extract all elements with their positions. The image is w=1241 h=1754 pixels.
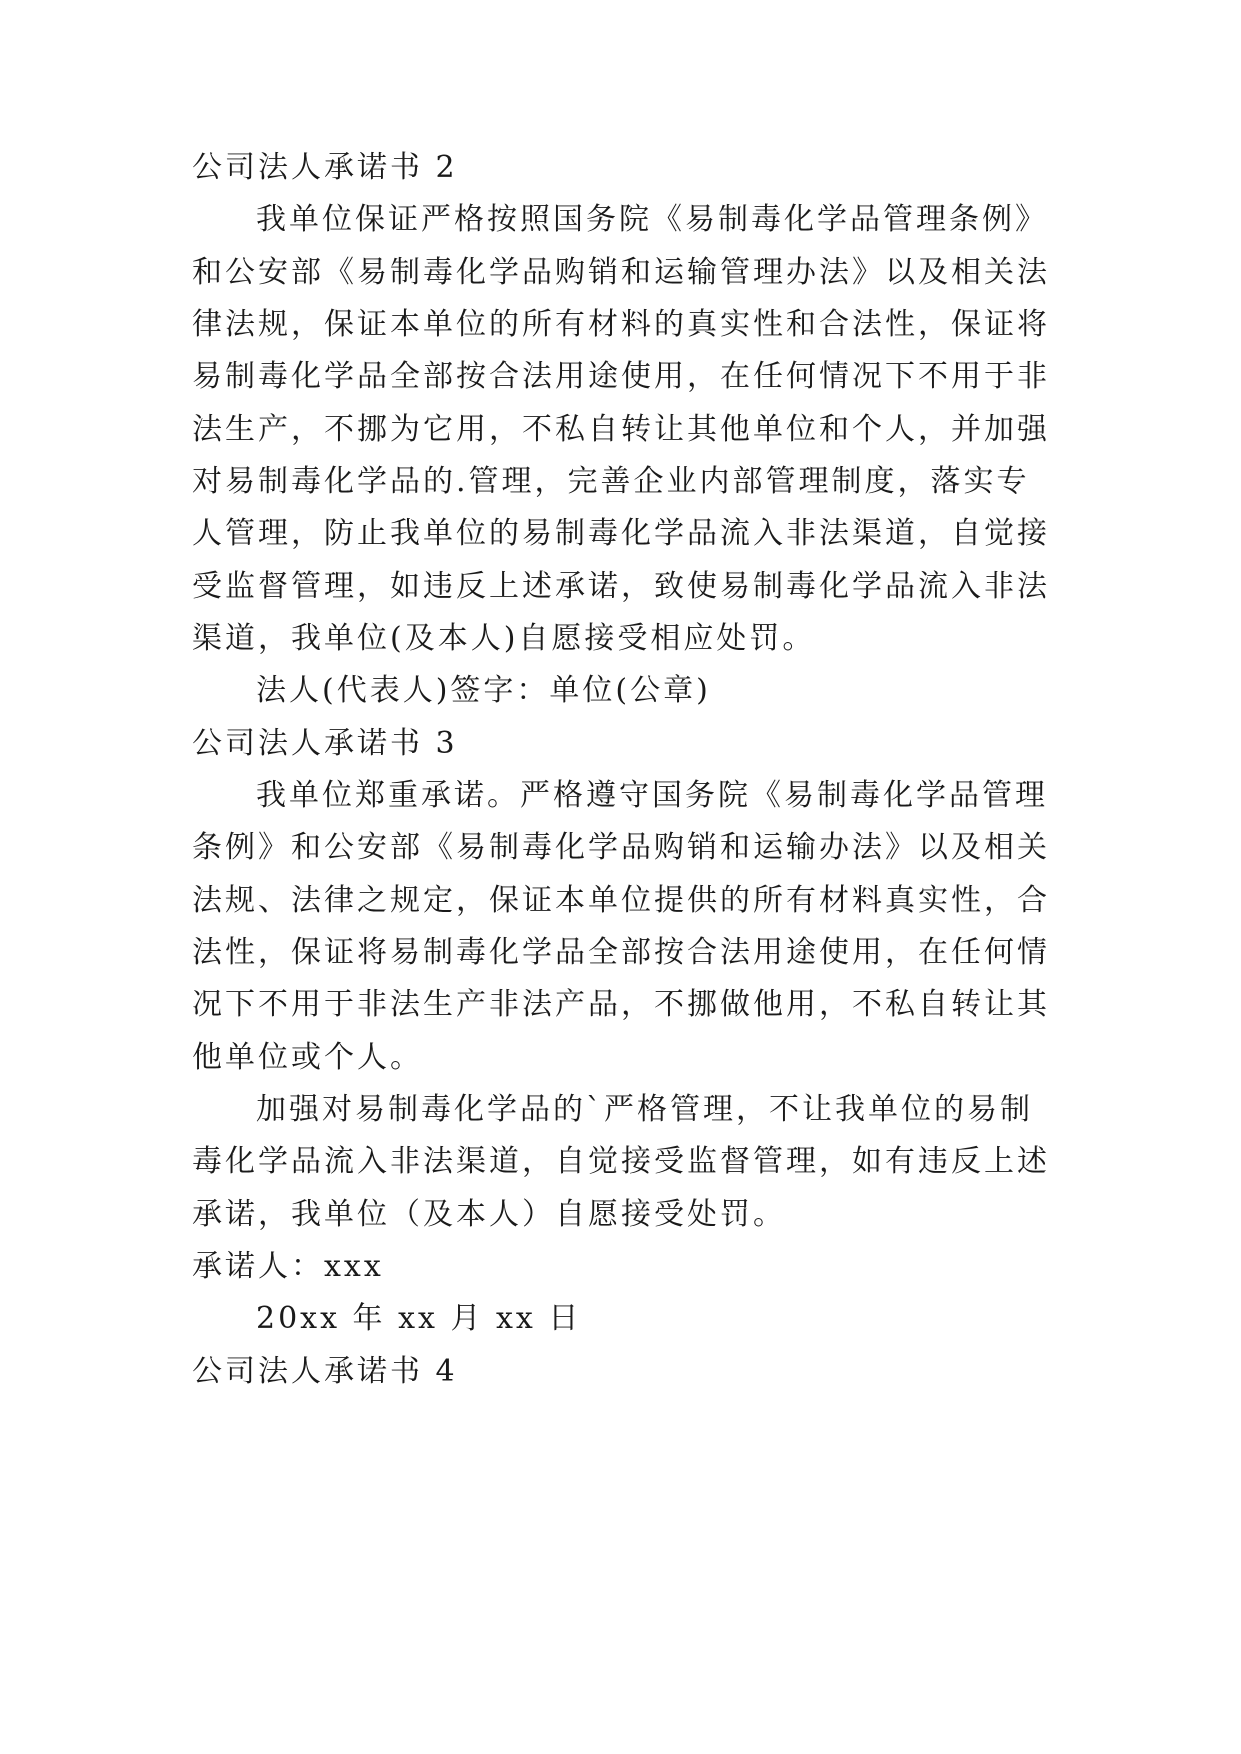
paragraph-line: 承诺，我单位（及本人）自愿接受处罚。 <box>192 1197 786 1232</box>
paragraph-line: 加强对易制毒化学品的`严格管理，不让我单位的易制 <box>256 1092 1033 1127</box>
paragraph-line: 他单位或个人。 <box>192 1040 423 1075</box>
paragraph-line: 法性，保证将易制毒化学品全部按合法用途使用，在任何情 <box>192 935 1050 970</box>
paragraph-line: 律法规，保证本单位的所有材料的真实性和合法性，保证将 <box>192 307 1050 342</box>
paragraph-line: 对易制毒化学品的.管理，完善企业内部管理制度，落实专 <box>192 464 1030 499</box>
paragraph-line: 渠道，我单位(及本人)自愿接受相应处罚。 <box>192 621 816 656</box>
paragraph-line: 法规、法律之规定，保证本单位提供的所有材料真实性，合 <box>192 883 1050 918</box>
signature-line: 法人(代表人)签字：单位(公章) <box>256 673 711 708</box>
date-line: 20xx 年 xx 月 xx 日 <box>256 1301 582 1336</box>
paragraph-line: 条例》和公安部《易制毒化学品购销和运输办法》以及相关 <box>192 830 1050 865</box>
paragraph-line: 我单位郑重承诺。严格遵守国务院《易制毒化学品管理 <box>256 778 1048 813</box>
paragraph-line: 人管理，防止我单位的易制毒化学品流入非法渠道，自觉接 <box>192 516 1050 551</box>
paragraph-line: 况下不用于非法生产非法产品，不挪做他用，不私自转让其 <box>192 987 1050 1022</box>
section-heading: 公司法人承诺书 4 <box>192 1354 458 1389</box>
paragraph-line: 和公安部《易制毒化学品购销和运输管理办法》以及相关法 <box>192 255 1050 290</box>
section-heading: 公司法人承诺书 3 <box>192 726 458 761</box>
section-heading: 公司法人承诺书 2 <box>192 150 458 185</box>
paragraph-line: 法生产，不挪为它用，不私自转让其他单位和个人，并加强 <box>192 412 1050 447</box>
paragraph-line: 毒化学品流入非法渠道，自觉接受监督管理，如有违反上述 <box>192 1144 1050 1179</box>
paragraph-line: 易制毒化学品全部按合法用途使用，在任何情况下不用于非 <box>192 359 1050 394</box>
paragraph-line: 受监督管理，如违反上述承诺，致使易制毒化学品流入非法 <box>192 569 1050 604</box>
paragraph-line: 我单位保证严格按照国务院《易制毒化学品管理条例》 <box>256 202 1048 237</box>
promisor-line: 承诺人：xxx <box>192 1249 384 1284</box>
